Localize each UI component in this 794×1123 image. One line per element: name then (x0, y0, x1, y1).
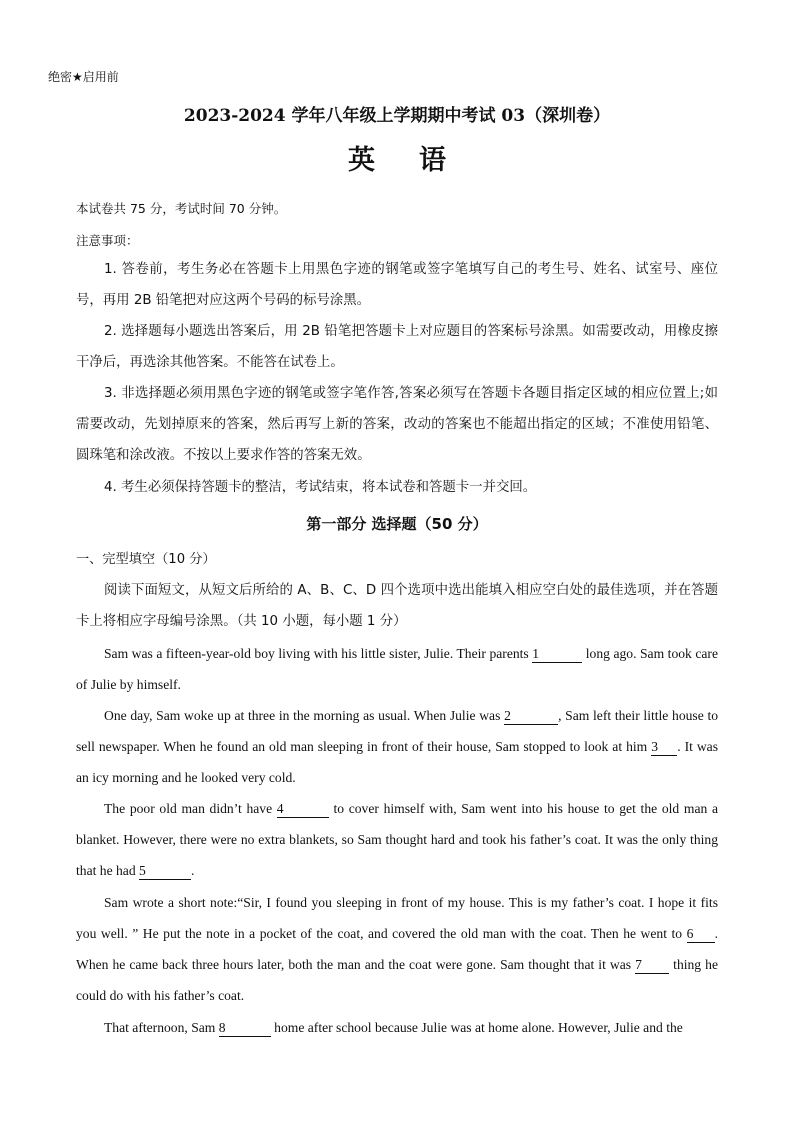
blank-1: 1 (532, 646, 582, 663)
blank-4: 4 (277, 801, 329, 818)
blank-7: 7 (635, 957, 669, 974)
blank-8: 8 (219, 1020, 271, 1037)
exam-title: 2023-2024 学年八年级上学期期中考试 03（深圳卷） (183, 106, 611, 126)
paragraph-text: The poor old man didn’t have (104, 801, 277, 816)
passage-paragraph-2 (76, 700, 718, 793)
notice-item-1: 1. 答卷前，考生务必在答题卡上用黑色字迹的钢笔或签字笔填写自己的考生号、姓名、试室号、座位号，再用 2B 铅笔把对应这两个号码的标号涂黑。 (76, 262, 718, 308)
part-instruction: 阅读下面短文，从短文后所给的 A、B、C、D 四个选项中选出能填入相应空白处的最佳选项，并在答题卡上将相应字母编号涂黑。（共 10 小题，每小题 1 分） (76, 583, 718, 629)
subject-char-1: 英 (348, 145, 375, 176)
paragraph-text: long ago. Sam took care of Julie by himself. (76, 646, 718, 692)
blank-6: 6 (687, 926, 715, 943)
paragraph-text: That afternoon, Sam (104, 1020, 219, 1035)
subject-char-2: 语 (419, 145, 446, 176)
blank-3: 3 (651, 739, 677, 756)
notice-item-4: 4. 考生必须保持答题卡的整洁，考试结束，将本试卷和答题卡一并交回。 (104, 480, 537, 495)
subject-title (0, 138, 794, 177)
exam-info: 本试卷共 75 分，考试时间 70 分钟。 (76, 201, 287, 216)
paragraph-text: , Sam left their little house to sell newspaper. When he found an old man sleeping in front of their house, Sam stopped to look at him (76, 708, 719, 754)
paragraph-text: . It was an icy morning and he looked very cold. (76, 739, 718, 785)
confidential-label: 绝密★启用前 (48, 70, 119, 84)
paragraph-text: . (191, 863, 195, 878)
blank-5: 5 (139, 863, 191, 880)
paragraph-text: to cover himself with, Sam went into his house to get the old man a blanket. However, there were no extra blankets, so Sam thought hard and took his father’s coat. It was the only thing that he had (76, 801, 718, 878)
paragraph-text: . When he came back three hours later, both the man and the coat were gone. Sam thought that it was (76, 926, 718, 972)
notice-item-2: 2. 选择题每小题选出答案后，用 2B 铅笔把答题卡上对应题目的答案标号涂黑。如需要改动，用橡皮擦干净后，再选涂其他答案。不能答在试卷上。 (76, 324, 718, 370)
notice-label: 注意事项： (76, 233, 139, 248)
passage-paragraph-3 (76, 793, 718, 886)
paragraph-text: home after school because Julie was at home alone. However, Julie and the (270, 1020, 683, 1035)
paragraph-text: Sam wrote a short note:“Sir, I found you sleeping in front of my house. This is my father’s coat. I hope it fits you well. ” He put the note in a pocket of the coat, and covered the old man with the coat. Then he went to (76, 895, 718, 941)
part-title: 一、完型填空（10 分） (76, 552, 216, 567)
passage-paragraph-4 (76, 887, 718, 1011)
paragraph-text: Sam was a fifteen-year-old boy living with his little sister, Julie. Their parents (104, 646, 533, 661)
paragraph-text: thing he could do with his father’s coat. (76, 957, 718, 1003)
passage-paragraph-5 (76, 1012, 718, 1043)
section-title: 第一部分 选择题（50 分） (306, 515, 488, 533)
blank-2: 2 (504, 708, 558, 725)
passage-paragraph-1 (76, 638, 718, 700)
notice-item-3: 3. 非选择题必须用黑色字迹的钢笔或签字笔作答,答案必须写在答题卡各题目指定区域的相应位置上;如需要改动，先划掉原来的答案，然后再写上新的答案，改动的答案也不能超出指定的区域；不准使用铅笔、圆珠笔和涂改液。不按以上要求作答的答案无效。 (76, 386, 718, 463)
paragraph-text: One day, Sam woke up at three in the morning as usual. When Julie was (104, 708, 505, 723)
